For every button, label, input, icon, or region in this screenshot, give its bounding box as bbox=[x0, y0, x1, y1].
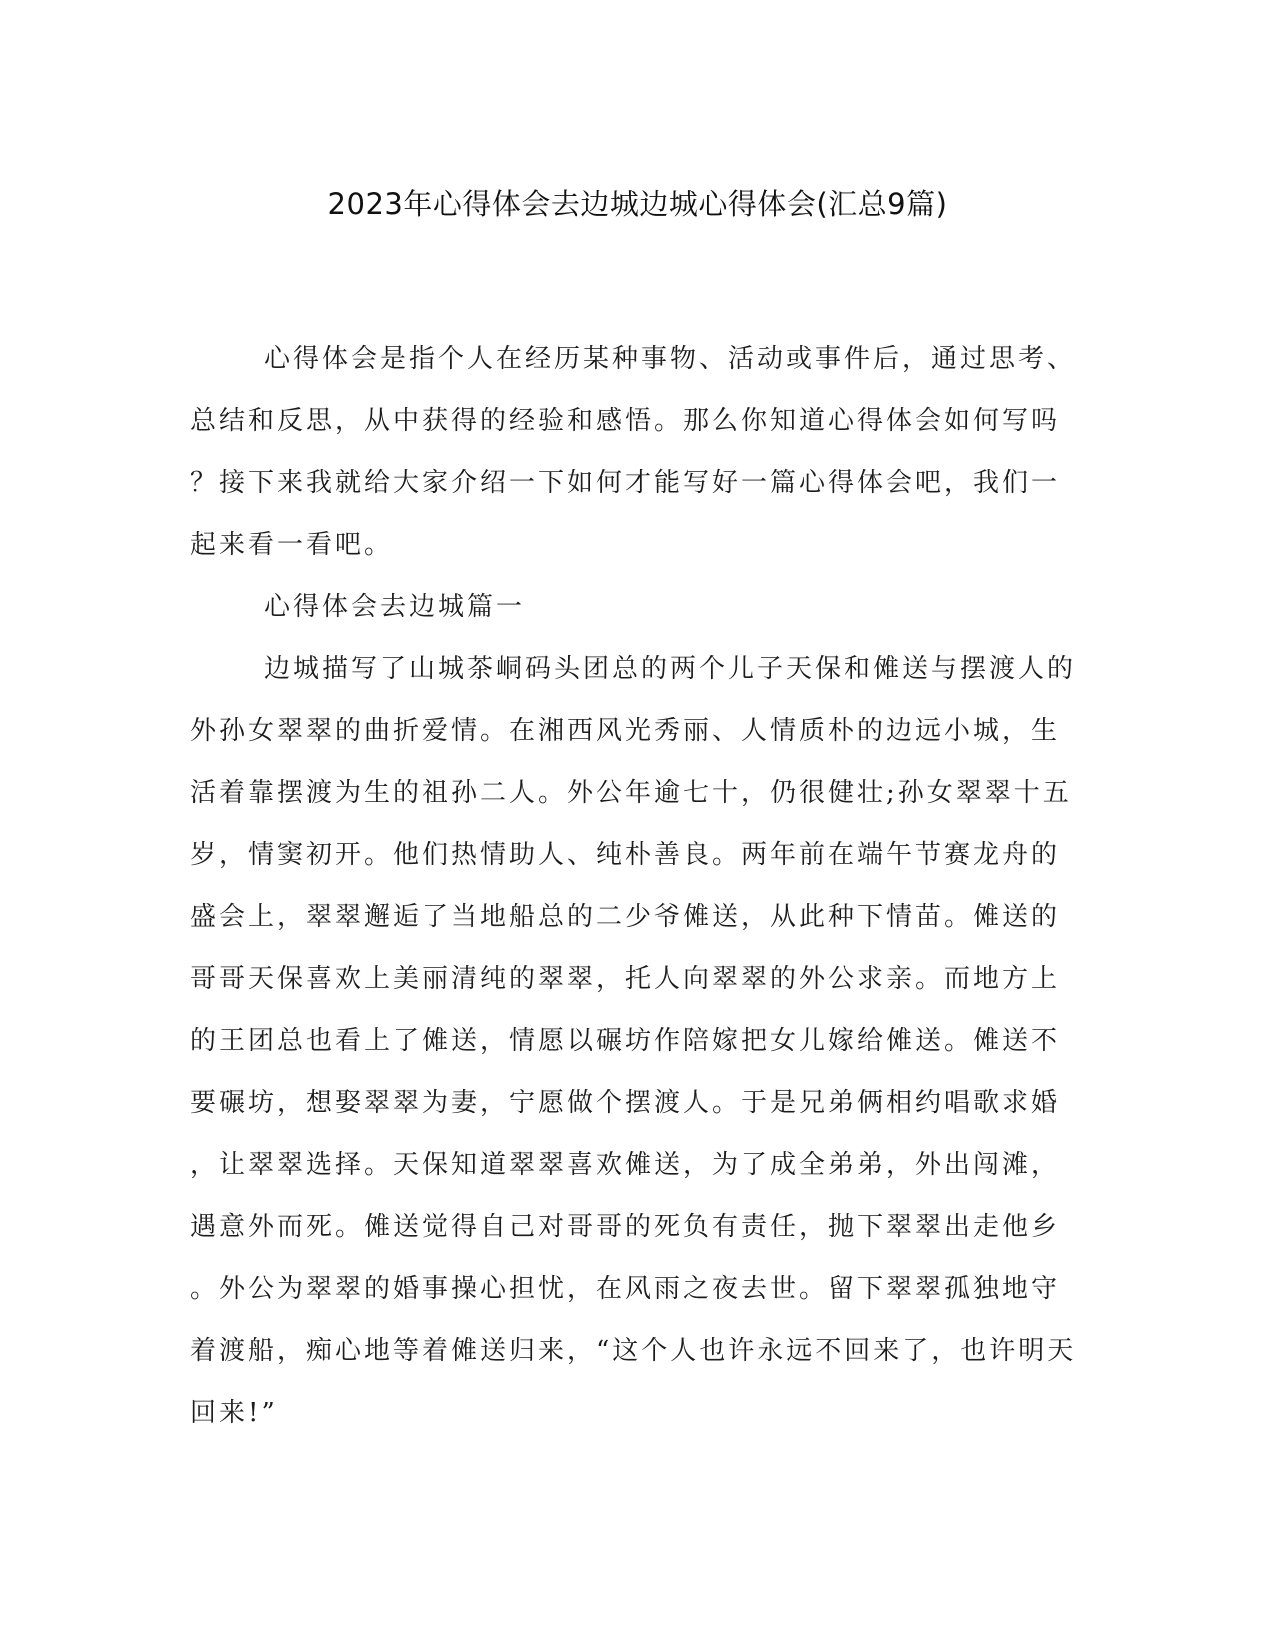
article-line: 回来!” bbox=[190, 1398, 278, 1428]
article-line: 着渡船，痴心地等着傩送归来，“这个人也许永远不回来了，也许明天 bbox=[190, 1336, 1077, 1366]
article-line: 边城描写了山城茶峒码头团总的两个儿子天保和傩送与摆渡人的 bbox=[264, 654, 1077, 684]
article-line: 遇意外而死。傩送觉得自己对哥哥的死负有责任，抛下翠翠出走他乡 bbox=[190, 1212, 1061, 1242]
article-line: 活着靠摆渡为生的祖孙二人。外公年逾七十，仍很健壮;孙女翠翠十五 bbox=[190, 778, 1072, 808]
article-line: 的王团总也看上了傩送，情愿以碾坊作陪嫁把女儿嫁给傩送。傩送不 bbox=[190, 1026, 1061, 1056]
article-line: 。外公为翠翠的婚事操心担忧，在风雨之夜去世。留下翠翠孤独地守 bbox=[190, 1274, 1061, 1304]
document-title: 2023年心得体会去边城边城心得体会(汇总9篇) bbox=[327, 187, 948, 221]
document-body bbox=[190, 328, 1077, 1444]
article-line: 哥哥天保喜欢上美丽清纯的翠翠，托人向翠翠的外公求亲。而地方上 bbox=[190, 964, 1061, 994]
intro-line: 心得体会是指个人在经历某种事物、活动或事件后，通过思考、 bbox=[264, 344, 1077, 374]
intro-line: 总结和反思，从中获得的经验和感悟。那么你知道心得体会如何写吗 bbox=[190, 406, 1061, 436]
article-line: ，让翠翠选择。天保知道翠翠喜欢傩送，为了成全弟弟，外出闯滩， bbox=[190, 1150, 1061, 1180]
article-line: 要碾坊，想娶翠翠为妻，宁愿做个摆渡人。于是兄弟俩相约唱歌求婚 bbox=[190, 1088, 1061, 1118]
article-line: 岁，情窦初开。他们热情助人、纯朴善良。两年前在端午节赛龙舟的 bbox=[190, 840, 1061, 870]
article-line: 盛会上，翠翠邂逅了当地船总的二少爷傩送，从此种下情苗。傩送的 bbox=[190, 902, 1061, 932]
intro-line: ？接下来我就给大家介绍一下如何才能写好一篇心得体会吧，我们一 bbox=[190, 468, 1061, 498]
intro-line: 起来看一看吧。 bbox=[190, 530, 394, 560]
section-heading: 心得体会去边城篇一 bbox=[264, 592, 526, 622]
article-line: 外孙女翠翠的曲折爱情。在湘西风光秀丽、人情质朴的边远小城，生 bbox=[190, 716, 1061, 746]
